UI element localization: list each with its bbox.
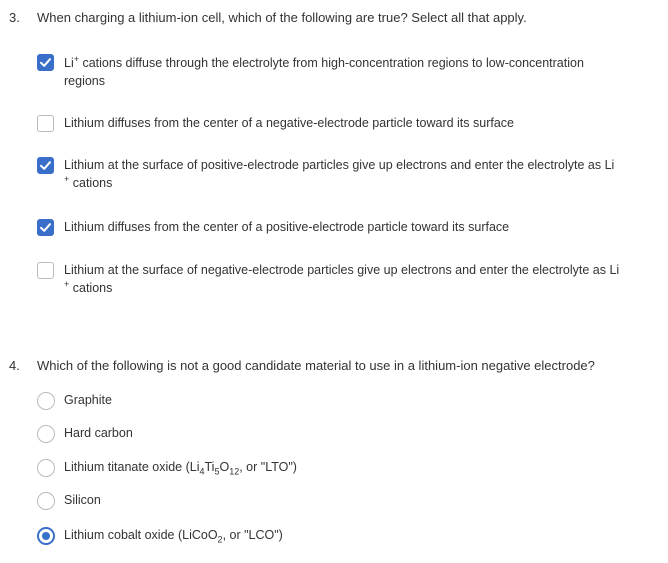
radio-unselected[interactable] <box>37 392 55 410</box>
option-label: Lithium at the surface of negative-electrode particles give up electrons and enter the electrolyte as Li + cations <box>64 263 620 295</box>
option-label: Li+ cations diffuse through the electrolyte from high-concentration regions to low-concentration regions <box>64 53 584 88</box>
checkbox-unchecked[interactable] <box>37 115 54 132</box>
option-label: Lithium titanate oxide ($Li_4Ti_5O_{12}$, or "LTO") <box>64 460 297 477</box>
checkbox-unchecked[interactable] <box>37 262 54 279</box>
option-label: Silicon <box>64 493 101 507</box>
checkbox-checked[interactable] <box>37 54 54 71</box>
radio-unselected[interactable] <box>37 459 55 477</box>
question-prompt: When charging a lithium-ion cell, which of the following are true? Select all that apply. <box>37 10 527 25</box>
option-label: Lithium diffuses from the center of a negative-electrode particle toward its surface <box>64 116 514 130</box>
checkbox-checked[interactable] <box>37 219 54 236</box>
option-label: Graphite <box>64 393 112 407</box>
option-label: Lithium cobalt oxide (LiCoO$_2$, or "LCO") <box>64 528 283 545</box>
option-label: Hard carbon <box>64 426 133 440</box>
question-number: 3. <box>9 10 20 25</box>
checkmark-icon <box>39 56 52 69</box>
option-label: Lithium at the surface of positive-electrode particles give up electrons and enter the electrolyte as Li + cations <box>64 158 615 190</box>
radio-unselected[interactable] <box>37 492 55 510</box>
radio-dot-icon <box>42 532 50 540</box>
radio-unselected[interactable] <box>37 425 55 443</box>
radio-selected[interactable] <box>37 527 55 545</box>
checkmark-icon <box>39 221 52 234</box>
option-label: Lithium diffuses from the center of a positive-electrode particle toward its surface <box>64 220 510 234</box>
question-prompt: Which of the following is not a good candidate material to use in a lithium-ion negative electrode? <box>37 358 595 373</box>
checkmark-icon <box>39 159 52 172</box>
question-number: 4. <box>9 358 20 373</box>
checkbox-checked[interactable] <box>37 157 54 174</box>
